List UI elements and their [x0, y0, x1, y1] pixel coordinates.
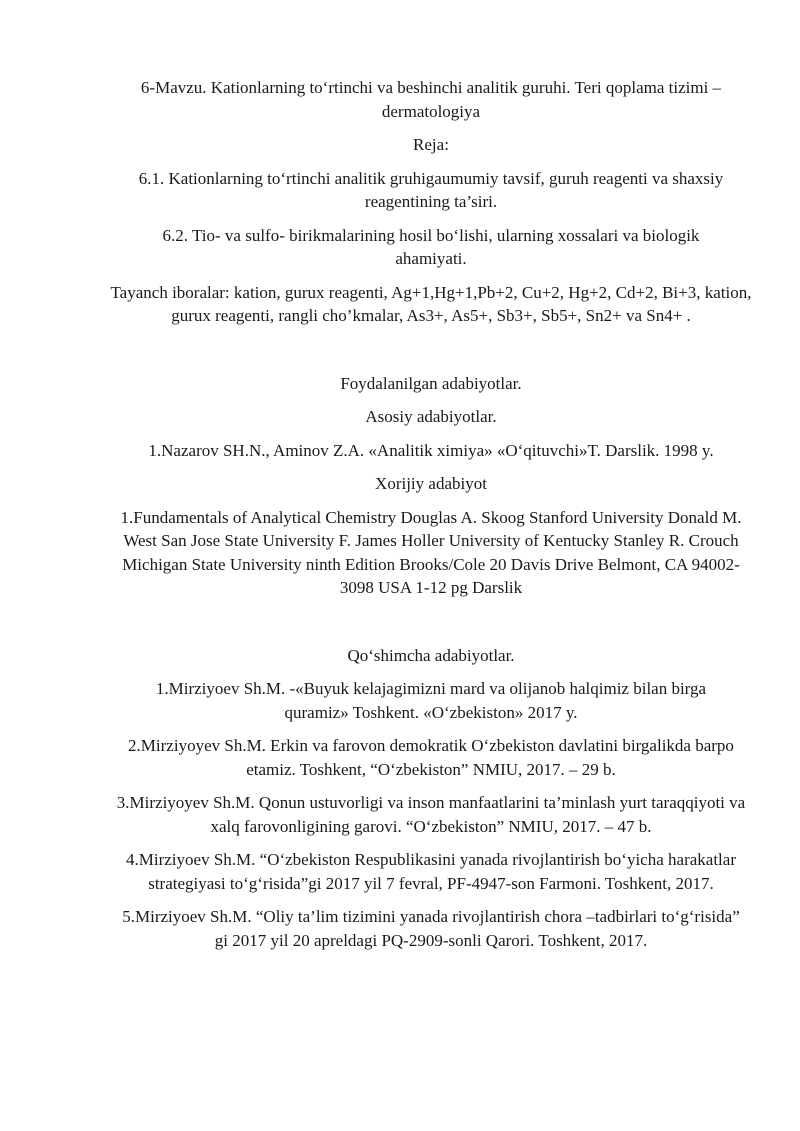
- main-literature-heading: Asosiy adabiyotlar.: [365, 407, 497, 426]
- plan-item: 6.1. Kationlarning to‘rtinchi analitik gruhigaumumiy tavsif, guruh reagenti va shaxsiy reagentining ta’siri.: [138, 168, 724, 211]
- title: 6-Mavzu. Kationlarning to‘rtinchi va beshinchi analitik guruhi. Teri qoplama tizimi – dermatologiya: [140, 78, 722, 121]
- plan-item: 6.2. Tio- va sulfo- birikmalarining hosil bo‘lishi, ularning xossalari va biologik ahamiyati.: [162, 225, 700, 268]
- foreign-literature-heading: Xorijiy adabiyot: [375, 474, 487, 493]
- extra-literature-item: 4.Mirziyoev Sh.M. “O‘zbekiston Respublikasini yanada rivojlantirish bo‘yicha harakatlar strategiyasi to‘g‘risida”gi 2017 yil 7 fevral, PF-4947-son Farmoni. Toshkent, 2017.: [126, 850, 736, 893]
- keywords: Tayanch iboralar: kation, gurux reagenti, Ag+1,Hg+1,Pb+2, Cu+2, Hg+2, Cd+2, Bi+3, kation, gurux reagenti, rangli cho’kmalar, As3+, As5+, Sb3+, Sb5+, Sn2+ va Sn4+ .: [110, 282, 752, 325]
- plan-heading: Reja:: [413, 135, 449, 154]
- foreign-literature-item: 1.Fundamentals of Analytical Chemistry Douglas A. Skoog Stanford University Donald M. West San Jose State University F. James Holler University of Kentucky Stanley R. Crouch Michigan State University ninth Edition Brooks/Cole 20 Davis Drive Belmont, CA 94002-3098 USA 1-12 pg Darslik: [120, 507, 742, 597]
- main-literature-item: 1.Nazarov SH.N., Aminov Z.A. «Analitik ximiya» «O‘qituvchi»T. Darslik. 1998 y.: [148, 440, 714, 460]
- extra-literature-heading: Qo‘shimcha adabiyotlar.: [347, 645, 515, 665]
- extra-literature-item: 3.Mirziyoyev Sh.M. Qonun ustuvorligi va inson manfaatlarini ta’minlash yurt taraqqiyoti va xalq farovonligining garovi. “O‘zbekiston” NMIU, 2017. – 47 b.: [116, 793, 746, 836]
- document-page: [100, 0, 762, 952]
- extra-literature-item: 5.Mirziyoev Sh.M. “Oliy ta’lim tizimini yanada rivojlantirish chora –tadbirlari to‘g‘risida” gi 2017 yil 20 apreldagi PQ-2909-sonli Qarori. Toshkent, 2017.: [122, 907, 740, 950]
- extra-literature-item: 2.Mirziyoyev Sh.M. Erkin va farovon demokratik O‘zbekiston davlatini birgalikda barpo etamiz. Toshkent, “O‘zbekiston” NMIU, 2017. – 29 b.: [128, 736, 734, 779]
- extra-literature-item: 1.Mirziyoev Sh.M. -«Buyuk kelajagimizni mard va olijanob halqimiz bilan birga quramiz» Toshkent. «O‘zbekiston» 2017 y.: [155, 679, 707, 722]
- literature-heading: Foydalanilgan adabiyotlar.: [340, 373, 522, 393]
